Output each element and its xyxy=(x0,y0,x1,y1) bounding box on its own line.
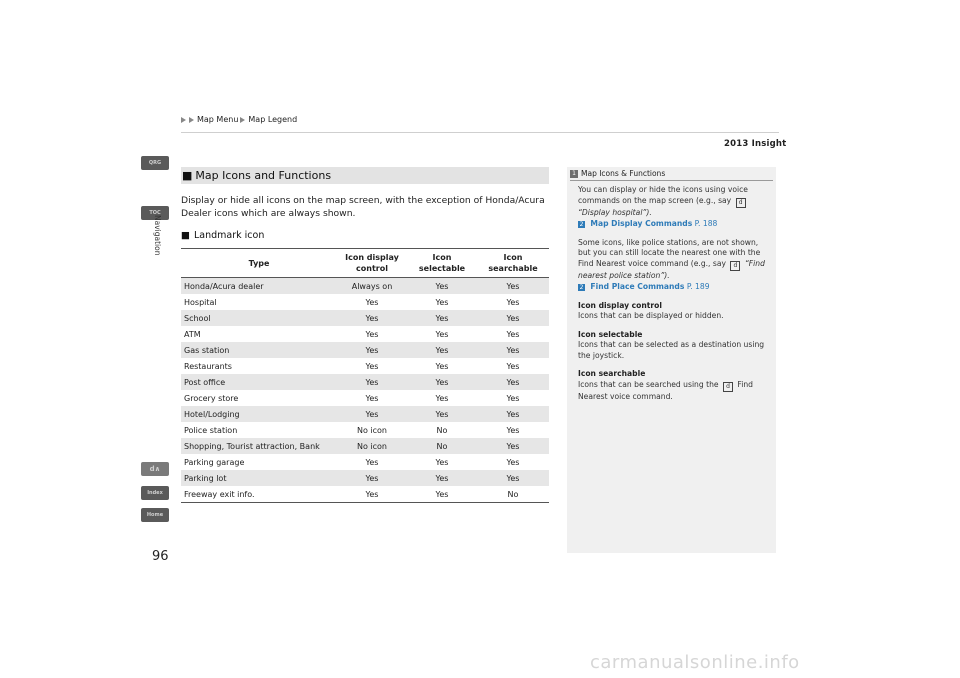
table-row xyxy=(181,374,549,390)
reference-arrow-icon: 2 xyxy=(579,221,584,228)
definition-icon-selectable: Icon selectable Icons that can be selected as a destination using the joystick. xyxy=(578,329,765,360)
cell-icon-display: Yes xyxy=(337,486,407,503)
cell-icon-searchable: Yes xyxy=(477,342,549,358)
breadcrumb-item-map-menu[interactable]: Map Menu xyxy=(197,115,239,124)
table-row xyxy=(181,470,549,486)
sidebar-rule xyxy=(570,180,773,181)
cell-type: Parking garage xyxy=(184,457,245,467)
note-number-badge: 1 xyxy=(570,170,578,178)
cell-icon-searchable: Yes xyxy=(477,438,549,454)
table-row xyxy=(181,454,549,470)
breadcrumb-arrow-icon xyxy=(240,117,245,123)
cell-icon-selectable: No xyxy=(436,425,448,435)
cell-icon-selectable: Yes xyxy=(407,310,477,326)
cell-type: Police station xyxy=(184,425,238,435)
cell-type: Honda/Acura dealer xyxy=(181,278,337,295)
cell-icon-selectable: Yes xyxy=(435,329,449,339)
cell-icon-display: Yes xyxy=(337,406,407,422)
cell-type: Shopping, Tourist attraction, Bank xyxy=(181,438,337,454)
page-number: 96 xyxy=(152,549,169,564)
subheading-text: Landmark icon xyxy=(193,230,265,241)
intro-text: Display or hide all icons on the map screen, with the exception of Honda/Acura Dealer icons which are always shown. xyxy=(181,195,545,219)
index-tab[interactable]: Index xyxy=(141,486,169,500)
cell-type: Hotel/Lodging xyxy=(181,406,337,422)
breadcrumb-item-map-legend[interactable]: Map Legend xyxy=(248,115,298,124)
cell-icon-searchable: Yes xyxy=(506,457,520,467)
table-row xyxy=(181,422,549,438)
voice-command-icon: d xyxy=(736,198,746,208)
table-row xyxy=(181,438,549,454)
cell-icon-selectable: Yes xyxy=(407,278,477,295)
subheading-square-icon: ■ xyxy=(181,230,190,241)
cell-icon-display: Always on xyxy=(337,278,407,295)
table-header-row xyxy=(181,249,549,278)
voice-command-icon: d∧ xyxy=(149,465,161,473)
table-row xyxy=(181,326,549,342)
header-icon-display-control: Icon display control xyxy=(337,249,407,278)
cell-icon-display: Yes xyxy=(365,393,379,403)
cell-icon-selectable: Yes xyxy=(435,297,449,307)
cell-type: Restaurants xyxy=(184,361,232,371)
table-row xyxy=(181,294,549,310)
cell-icon-selectable: Yes xyxy=(407,486,477,503)
cell-icon-searchable: Yes xyxy=(506,297,520,307)
cell-icon-display: Yes xyxy=(337,374,407,390)
cell-type: School xyxy=(181,310,337,326)
cell-icon-display: Yes xyxy=(365,361,379,371)
header-icon-selectable: Icon selectable xyxy=(407,249,477,278)
reference-arrow-icon: 2 xyxy=(579,284,584,291)
section-label xyxy=(150,215,164,275)
cell-icon-searchable: Yes xyxy=(477,374,549,390)
definition-icon-searchable: Icon searchable Icons that can be searched using the d Find Nearest voice command. xyxy=(578,369,753,401)
cell-icon-searchable: Yes xyxy=(477,278,549,295)
cell-icon-display: Yes xyxy=(365,329,379,339)
toc-tab[interactable]: TOC xyxy=(141,206,169,220)
cell-icon-display: Yes xyxy=(337,342,407,358)
cell-icon-searchable: Yes xyxy=(506,329,520,339)
table-row xyxy=(181,406,549,422)
cell-icon-searchable: Yes xyxy=(477,406,549,422)
sidebar-title: Map Icons & Functions xyxy=(581,169,666,178)
voice-command-icon: d xyxy=(723,382,733,392)
table-row xyxy=(181,390,549,406)
definition-icon-display-control: Icon display control Icons that can be displayed or hidden. xyxy=(578,300,724,320)
cell-icon-display: Yes xyxy=(337,310,407,326)
cell-icon-searchable: Yes xyxy=(477,470,549,486)
cell-icon-selectable: Yes xyxy=(435,457,449,467)
section-heading-bar xyxy=(181,167,549,184)
cell-icon-searchable: Yes xyxy=(477,310,549,326)
section-square-icon: ■ xyxy=(182,169,193,182)
cell-icon-selectable: No xyxy=(407,438,477,454)
cell-type: Parking lot xyxy=(181,470,337,486)
sidebar-body xyxy=(578,185,770,410)
table-row xyxy=(181,486,549,503)
cell-type: Grocery store xyxy=(184,393,239,403)
cell-icon-selectable: Yes xyxy=(407,406,477,422)
table-row xyxy=(181,278,549,295)
cell-type: Hospital xyxy=(184,297,217,307)
watermark: carmanualsonline.info xyxy=(590,652,800,673)
table-row xyxy=(181,310,549,326)
cell-type: Gas station xyxy=(181,342,337,358)
model-name: 2013 Insight xyxy=(724,139,787,149)
landmark-icon-table xyxy=(181,248,549,503)
cell-icon-selectable: Yes xyxy=(407,470,477,486)
breadcrumb-arrow-icon xyxy=(181,117,186,123)
header-rule xyxy=(181,132,779,133)
cross-reference-link[interactable]: 2 Find Place Commands P. 189 xyxy=(579,282,710,291)
cell-icon-display: No icon xyxy=(337,438,407,454)
header-type: Type xyxy=(181,249,337,278)
navigation-label: Navigation xyxy=(153,215,162,256)
cell-type: Freeway exit info. xyxy=(181,486,337,503)
sidebar-paragraph: You can display or hide the icons using voice commands on the map screen (e.g., say d “Display hospital”). xyxy=(578,185,748,217)
voice-command-icon: d xyxy=(730,261,740,271)
section-title: Map Icons and Functions xyxy=(195,169,332,182)
cell-icon-display: Yes xyxy=(337,470,407,486)
header-icon-searchable: Icon searchable xyxy=(477,249,549,278)
cell-icon-searchable: Yes xyxy=(506,361,520,371)
table-row xyxy=(181,358,549,374)
cell-icon-selectable: Yes xyxy=(435,393,449,403)
sidebar-title-row xyxy=(567,169,779,178)
cell-icon-searchable: Yes xyxy=(506,393,520,403)
cell-icon-selectable: Yes xyxy=(435,361,449,371)
cell-icon-searchable: No xyxy=(477,486,549,503)
cell-icon-display: Yes xyxy=(365,457,379,467)
cell-icon-display: No icon xyxy=(356,425,387,435)
breadcrumb-arrow-icon xyxy=(189,117,194,123)
cell-icon-display: Yes xyxy=(365,297,379,307)
cell-type: ATM xyxy=(184,329,201,339)
cell-icon-selectable: Yes xyxy=(407,374,477,390)
cross-reference-link[interactable]: 2 Map Display Commands P. 188 xyxy=(579,219,718,228)
cell-icon-selectable: Yes xyxy=(407,342,477,358)
table-row xyxy=(181,342,549,358)
qrg-tab[interactable]: QRG xyxy=(141,156,169,170)
sidebar-paragraph: Some icons, like police stations, are not shown, but you can still locate the nearest one with the Find Nearest voice command (e.g., say d “Find nearest police station”). xyxy=(578,237,765,280)
breadcrumb xyxy=(181,115,297,124)
voice-tab[interactable] xyxy=(141,462,169,476)
home-tab[interactable]: Home xyxy=(141,508,169,522)
cell-type: Post office xyxy=(181,374,337,390)
subheading xyxy=(181,230,264,241)
cell-icon-searchable: Yes xyxy=(506,425,520,435)
